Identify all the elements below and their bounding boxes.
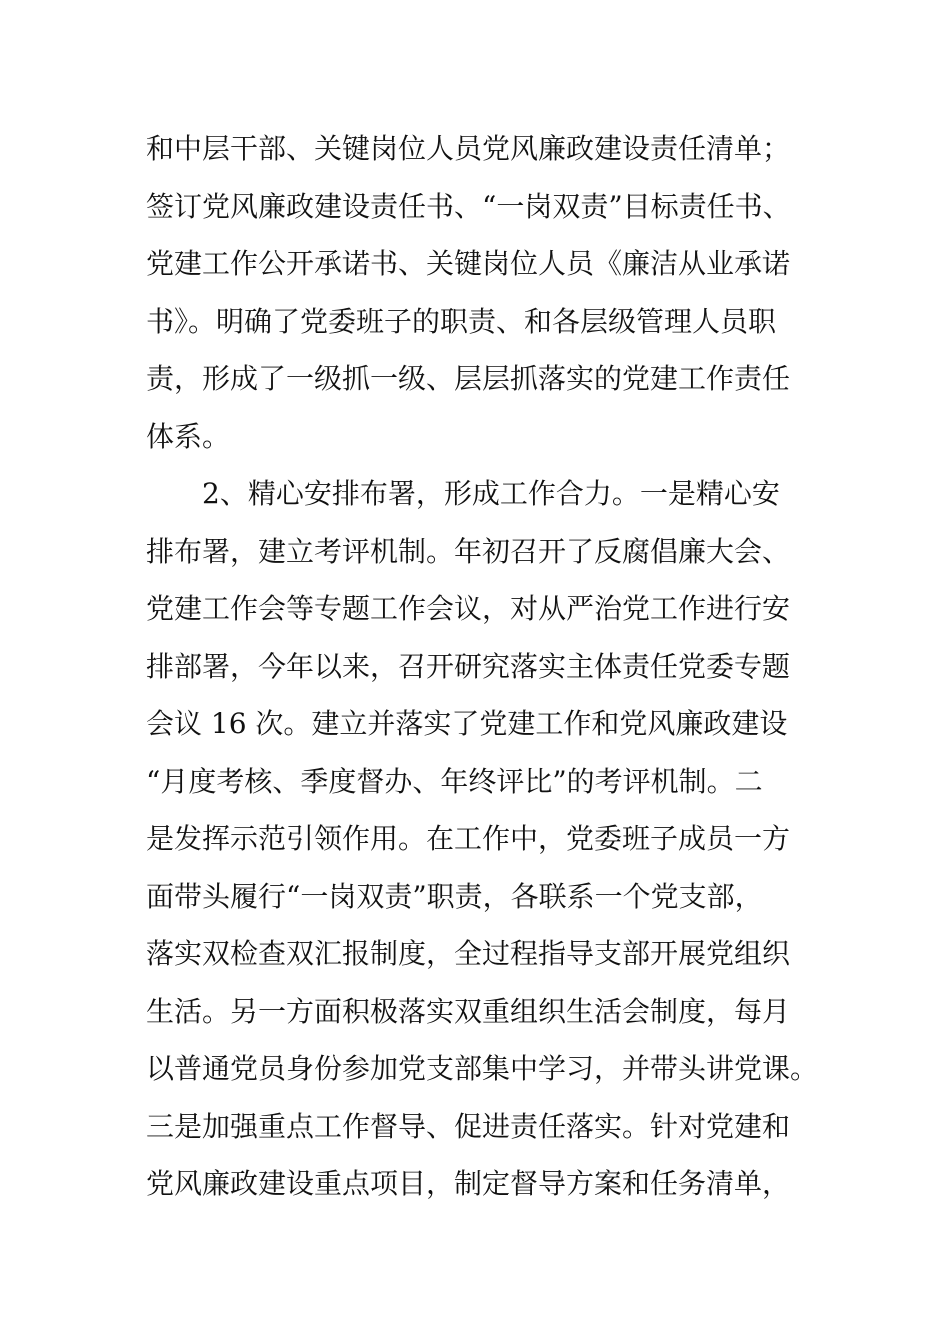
text-line: 党风廉政建设重点项目，制定督导方案和任务清单，	[146, 1167, 791, 1200]
text-line: 和中层干部、关键岗位人员党风廉政建设责任清单；	[146, 132, 791, 165]
text-line: 会议 16 次。建立并落实了党建工作和党风廉政建设	[146, 707, 788, 740]
text-line: 2、精心安排布署，形成工作合力。一是精心安	[146, 477, 780, 510]
text-line: 签订党风廉政建设责任书、“一岗双责”目标责任书、	[146, 189, 791, 223]
text-line: 党建工作公开承诺书、关键岗位人员《廉洁从业承诺	[146, 247, 791, 280]
text-line: 生活。另一方面积极落实双重组织生活会制度，每月	[146, 994, 791, 1028]
text-line: 体系。	[146, 419, 231, 453]
text-line: 排部署，今年以来，召开研究落实主体责任党委专题	[146, 649, 791, 683]
text-line: 书》。明确了党委班子的职责、和各层级管理人员职	[146, 304, 777, 338]
text-line: 是发挥示范引领作用。在工作中，党委班子成员一方	[146, 822, 791, 855]
text-line: 排布署，建立考评机制。年初召开了反腐倡廉大会、	[146, 534, 791, 568]
document-body	[146, 120, 836, 1213]
text-line: 面带头履行“一岗双责”职责，各联系一个党支部，	[146, 879, 763, 913]
text-line: 落实双检查双汇报制度，全过程指导支部开展党组织	[146, 937, 791, 970]
text-line: 以普通党员身份参加党支部集中学习，并带头讲党课。	[146, 1052, 819, 1085]
text-line: 责，形成了一级抓一级、层层抓落实的党建工作责任	[146, 362, 791, 395]
text-line: “月度考核、季度督办、年终评比”的考评机制。二	[146, 764, 763, 798]
text-line: 党建工作会等专题工作会议，对从严治党工作进行安	[146, 592, 791, 625]
text-line: 三是加强重点工作督导、促进责任落实。针对党建和	[146, 1109, 791, 1143]
